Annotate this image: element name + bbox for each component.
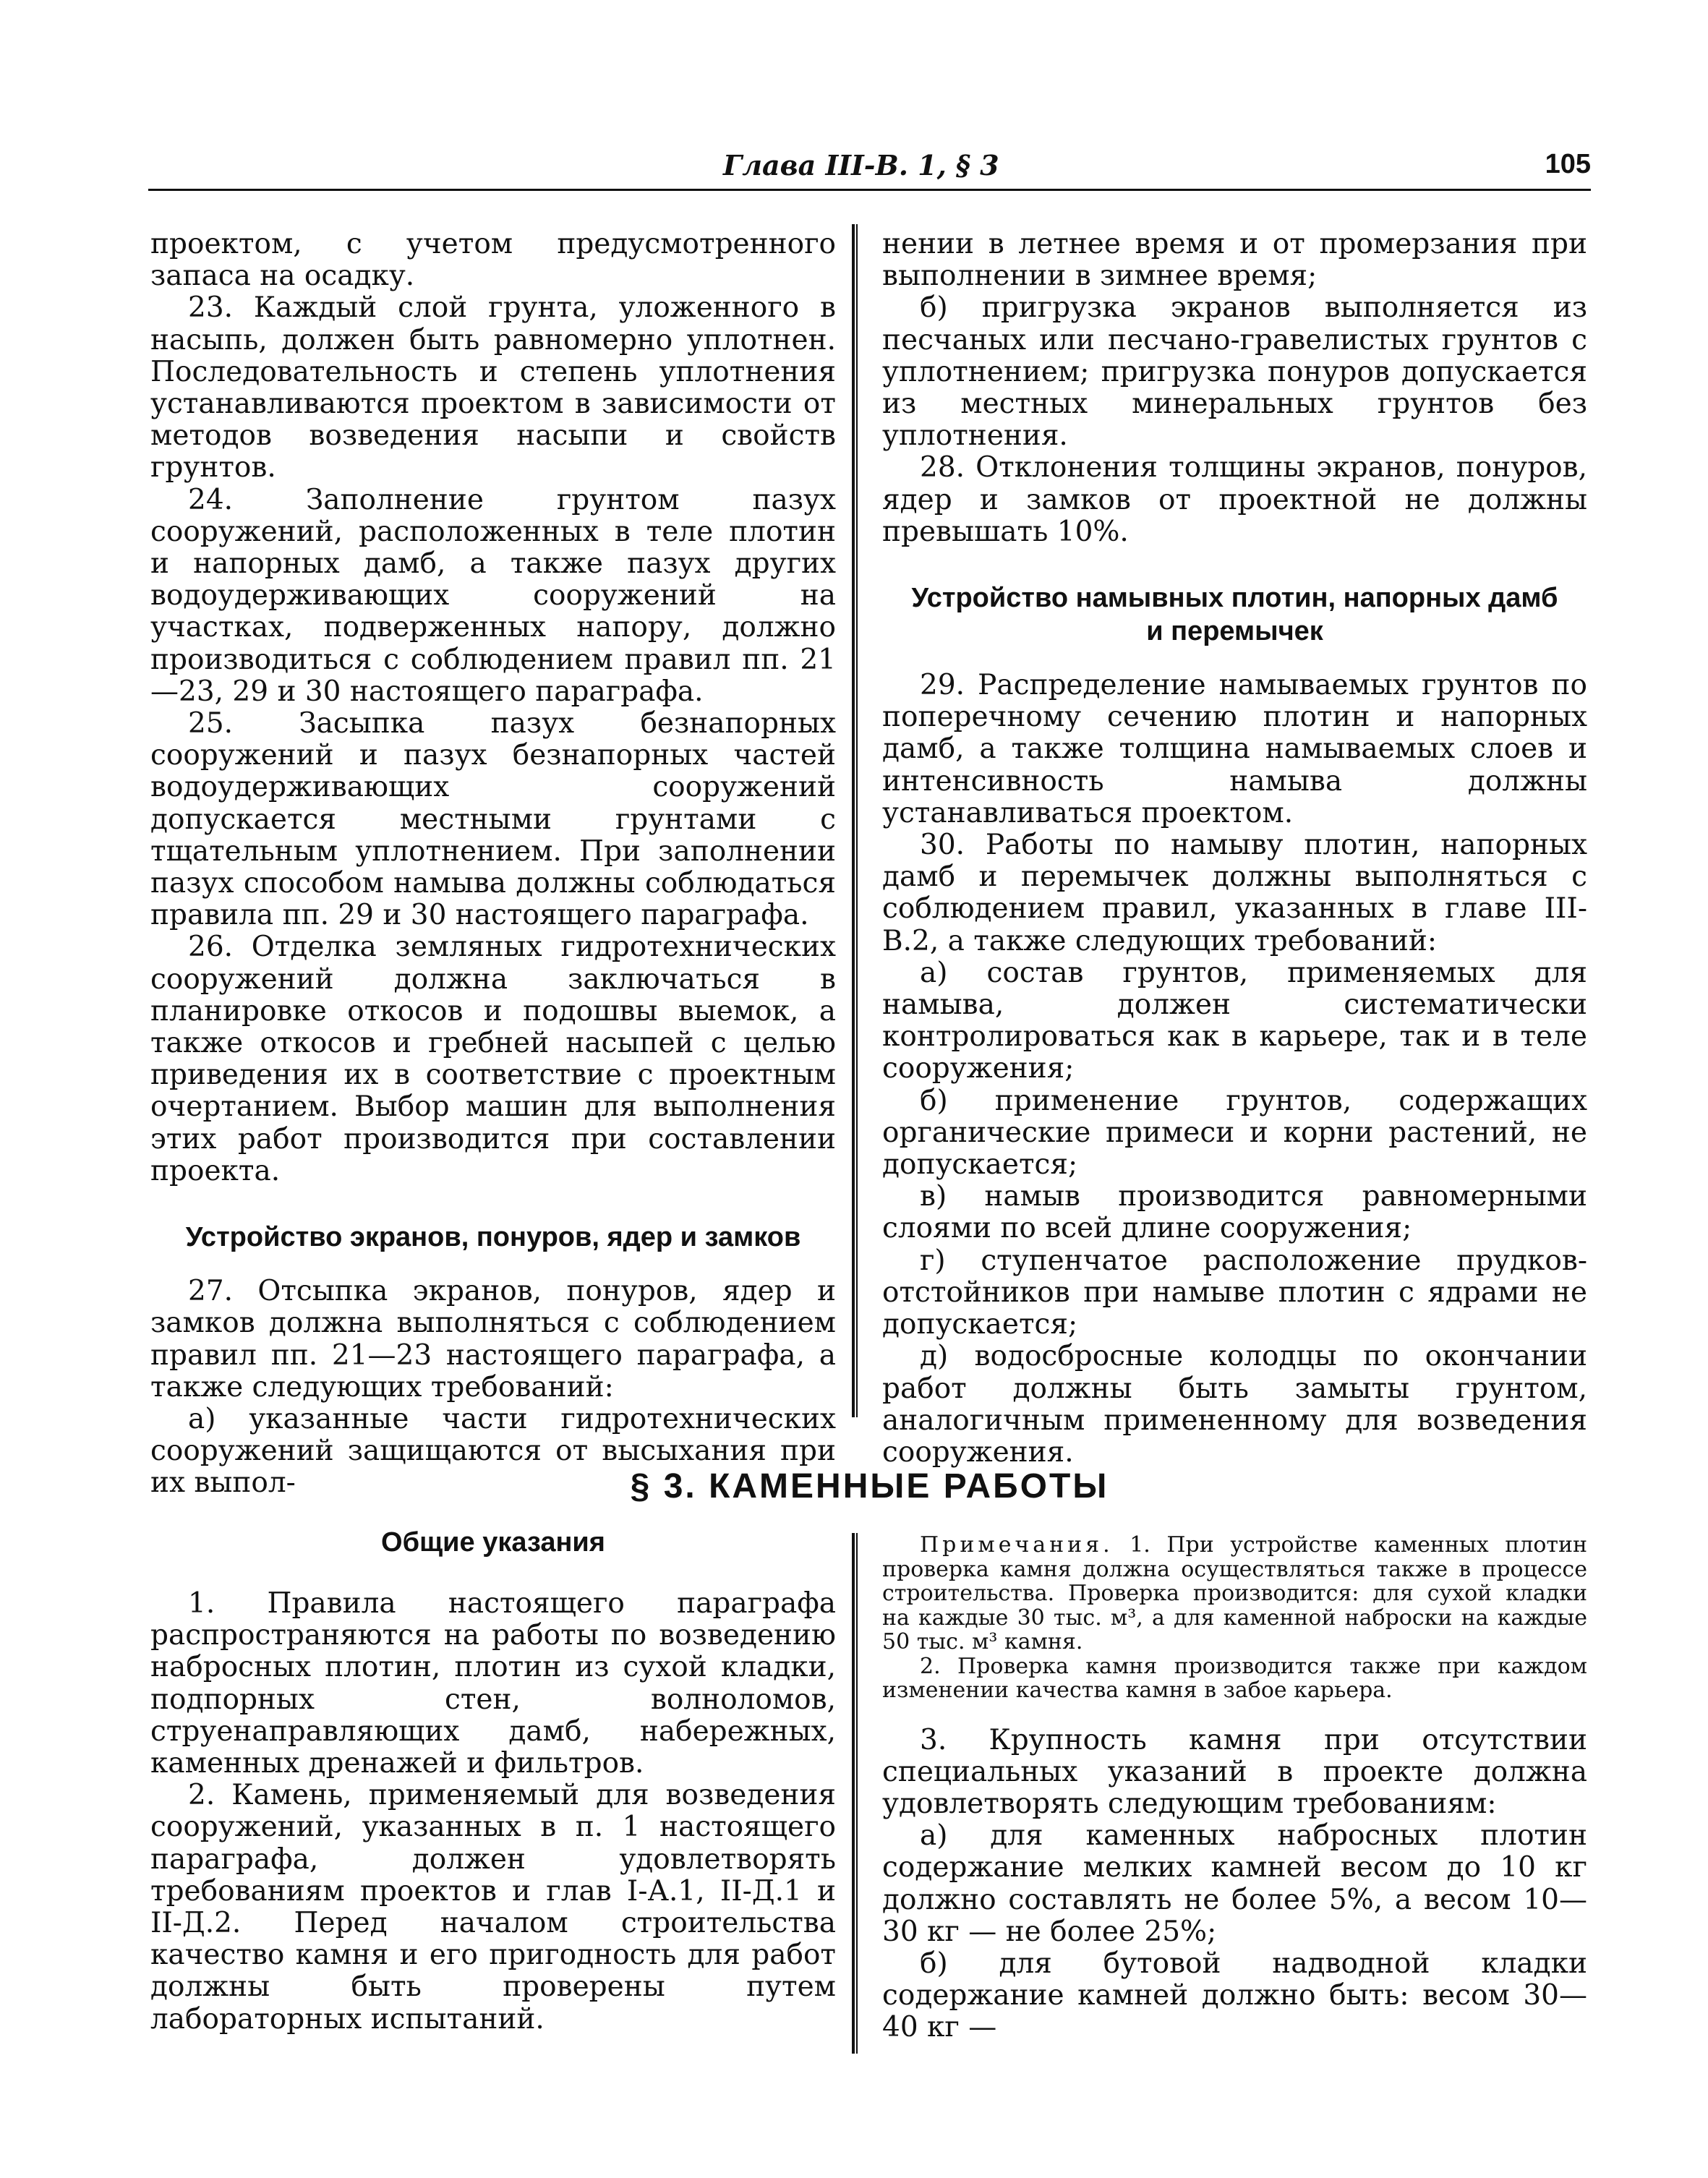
column-divider [852,1533,855,2054]
running-header-title: Глава III-В. 1, § 3 [723,149,999,182]
left-column-top [150,228,836,1500]
paragraph-30e: д) водосбросные колодцы по окончании работ должны быть замыты грунтом, аналогичным примененному для возведения сооружения. [882,1340,1587,1469]
paragraph-30c: в) намыв производится равномерными слоями по всей длине сооружения; [882,1180,1587,1245]
subsection-heading-line2: и перемычек [1146,616,1323,647]
paragraph-30d: г) ступенчатое расположение прудков-отстойников при намыве плотин с ядрами не допускается; [882,1244,1587,1341]
paragraph-3b: б) для бутовой надводной кладки содержание камней должно быть: весом 30—40 кг — [882,1947,1587,2044]
paragraph-25: 25. Засыпка пазух безнапорных сооружений и пазух безнапорных частей водоудерживающих сооружений допускается местными грунтами с тщательным уплотнением. При заполнении пазух способом намыва должны соблюдаться правила пп. 29 и 30 настоящего параграфа. [150,707,836,932]
header-rule [148,189,1591,191]
paragraph-29: 29. Распределение намываемых грунтов по поперечному сечению плотин и напорных дамб, а также толщина намываемых слоев и интенсивность намыва должны устанавливаться проектом. [882,669,1587,829]
paragraph-27: 27. Отсыпка экранов, понуров, ядер и замков должна выполняться с соблюдением правил пп. 21—23 настоящего параграфа, а также следующих требований: [150,1275,836,1404]
left-column-bottom [150,1526,836,2075]
paragraph-26: 26. Отделка земляных гидротехнических сооружений должна заключаться в планировке откосов и подошвы выемок, а также откосов и гребней насыпей с целью приведения их в соответствие с проектным очертанием. Выбор машин для выполнения этих работ производится при составлении проекта. [150,931,836,1187]
paragraph-30b: б) применение грунтов, содержащих органические примеси и корни растений, не допускается; [882,1084,1587,1182]
paragraph-30a: а) состав грунтов, применяемых для намыва, должен систематически контролироваться как в карьере, так и в теле сооружения; [882,956,1587,1085]
paragraph-23: 23. Каждый слой грунта, уложенного в насыпь, должен быть равномерно уплотнен. Последовательность и степень уплотнения устанавливаются проектом в зависимости от методов возведения насыпи и свойств грунтов. [150,291,836,484]
column-divider [852,224,855,1417]
notes-block [882,1533,1587,1703]
paragraph-28: 28. Отклонения толщины экранов, понуров, ядер и замков от проектной не должны превышать 10%. [882,451,1587,548]
page-number: 105 [1545,149,1591,179]
notes-label: Примечания. [920,1532,1114,1558]
paragraph-3: 3. Крупность камня при отсутствии специальных указаний в проекте должна удовлетворять следующим требованиям: [882,1723,1587,1820]
paragraph-3a: а) для каменных набросных плотин содержание мелких камней весом до 10 кг должно составлять не более 5%, а весом 10—30 кг — не более 25%; [882,1819,1587,1948]
paragraph-continued: нении в летнее время и от промерзания при выполнении в зимнее время; [882,228,1587,293]
column-divider [856,224,858,1417]
paragraph-24: 24. Заполнение грунтом пазух сооружений, расположенных в теле плотин и напорных дамб, а также пазух других водоудерживающих сооружений на участках, подверженных напору, должно производиться с соблюдением правил пп. 21—23, 29 и 30 настоящего параграфа. [150,483,836,708]
paragraph-2: 2. Камень, применяемый для возведения сооружений, указанных в п. 1 настоящего параграфа, должен удовлетворять требованиям проектов и глав I-А.1, II-Д.1 и II-Д.2. Перед началом строительства качество камня и его пригодность для работ должны быть проверены путем лабораторных испытаний. [150,1779,836,2036]
subsection-heading: Устройство намывных плотин, напорных дамб [911,583,1558,614]
subsection-heading: Устройство экранов, понуров, ядер и замков [185,1222,801,1253]
paragraph-27b: б) пригрузка экранов выполняется из песчаных или песчано-гравелистых грунтов с уплотнением; пригрузка понуров допускается из местных минеральных грунтов без уплотнения. [882,291,1587,453]
paragraph-continued: проектом, с учетом предусмотренного запаса на осадку. [150,228,836,293]
paragraph-30: 30. Работы по намыву плотин, напорных дамб и перемычек должны выполняться с соблюдением правил, указанных в главе III-В.2, а также следующих требований: [882,829,1587,957]
section-title: § 3. КАМЕННЫЕ РАБОТЫ [630,1467,1109,1506]
right-column-top [882,228,1587,1469]
note-2: 2. Проверка камня производится также при каждом изменении качества камня в забое карьера. [882,1653,1587,1703]
note-1: 1. При устройстве каменных плотин проверка камня должна осуществляться также в процессе строительства. Проверка производится: для сухой кладки на каждые 30 тыс. м³, а для каменной наброски на каждые 50 тыс. м³ камня. [882,1532,1587,1654]
column-divider [856,1533,858,2054]
right-column-bottom [882,1533,1587,2083]
paragraph-1: 1. Правила настоящего параграфа распространяются на работы по возведению набросных плотин, плотин из сухой кладки, подпорных стен, волноломов, струенаправляющих дамб, набережных, каменных дренажей и фильтров. [150,1587,836,1780]
subsection-heading: Общие указания [381,1527,605,1558]
paragraph-27a: а) указанные части гидротехнических сооружений защищаются от высыхания при их выпол- [150,1402,836,1500]
